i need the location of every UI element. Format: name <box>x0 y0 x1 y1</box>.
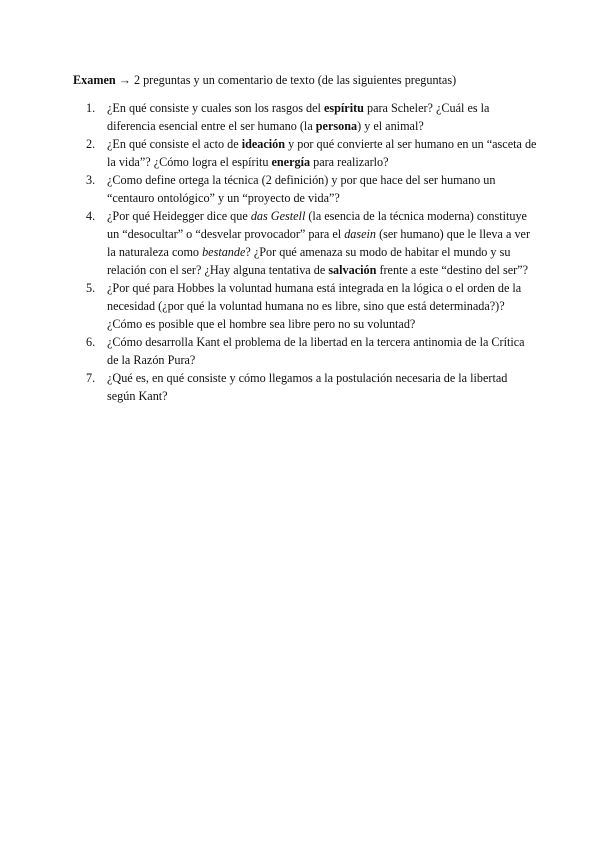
question-text-segment: ¿Como define ortega la técnica (2 definición) y por que hace del ser humano un “centauro ontológico” y un “proyecto de vida”? <box>107 173 496 205</box>
question-text <box>107 137 536 169</box>
exam-heading <box>73 72 543 88</box>
question-text-segment: para Scheler? ¿Cuál es la diferencia esencial entre el ser humano (la <box>107 101 490 133</box>
question-number: 3. <box>86 173 96 187</box>
question-text <box>107 281 521 331</box>
question-item <box>86 135 538 171</box>
question-text <box>107 101 489 133</box>
question-item <box>86 369 538 405</box>
question-text-segment: ¿En qué consiste el acto de <box>107 137 242 151</box>
question-number: 7. <box>86 371 96 385</box>
question-number: 6. <box>86 335 96 349</box>
bold-term: espíritu <box>323 101 364 115</box>
question-item <box>86 171 538 207</box>
italic-term: das Gestell <box>250 209 306 223</box>
question-text-segment: ¿Qué es, en qué consiste y cómo llegamos a la postulación necesaria de la libertad según Kant? <box>107 371 508 403</box>
question-text <box>107 173 496 205</box>
exam-heading-text: → 2 preguntas y un comentario de texto (de las siguientes preguntas) <box>115 73 457 87</box>
question-item <box>86 99 538 135</box>
question-number: 4. <box>86 209 96 223</box>
question-item <box>86 333 538 369</box>
question-text <box>107 335 525 367</box>
question-text-segment: (ser humano) que le lleva a ver la naturaleza como <box>107 227 530 259</box>
italic-term: bestande <box>202 245 246 259</box>
question-text-segment: ) y el animal? <box>357 119 424 133</box>
bold-term: ideación <box>241 137 286 151</box>
question-item <box>86 279 538 333</box>
question-text-segment: ¿Por qué para Hobbes la voluntad humana está integrada en la lógica o el orden de la necesidad (¿por qué la voluntad humana no es libre, sino que está determinada?)? ¿Cómo es posible que el hombre sea libre pero no su voluntad? <box>107 281 522 331</box>
question-text <box>107 371 507 403</box>
question-text-segment: ? ¿Por qué amenaza su modo de habitar el mundo y su relación con el ser? ¿Hay alguna tentativa de <box>107 245 511 277</box>
question-text-segment: para realizarlo? <box>310 155 389 169</box>
question-text-segment: frente a este “destino del ser”? <box>376 263 528 277</box>
question-list <box>86 99 538 405</box>
question-text-segment: ¿En qué consiste y cuales son los rasgos del <box>107 101 324 115</box>
bold-term: persona <box>315 119 358 133</box>
question-number: 1. <box>86 101 96 115</box>
question-number: 5. <box>86 281 96 295</box>
bold-term: salvación <box>328 263 377 277</box>
question-number: 2. <box>86 137 96 151</box>
question-text <box>107 209 530 277</box>
bold-term: energía <box>271 155 311 169</box>
exam-heading-bold: Examen <box>73 73 116 87</box>
question-text-segment: y por qué convierte al ser humano en un “asceta de la vida”? ¿Cómo logra el espíritu <box>107 137 537 169</box>
italic-term: dasein <box>344 227 377 241</box>
question-item <box>86 207 538 279</box>
question-text-segment: ¿Por qué Heidegger dice que <box>107 209 251 223</box>
question-text-segment: ¿Cómo desarrolla Kant el problema de la libertad en la tercera antinomia de la Crítica de la Razón Pura? <box>107 335 525 367</box>
question-text-segment: (la esencia de la técnica moderna) constituye un “desocultar” o “desvelar provocador” para el <box>107 209 527 241</box>
